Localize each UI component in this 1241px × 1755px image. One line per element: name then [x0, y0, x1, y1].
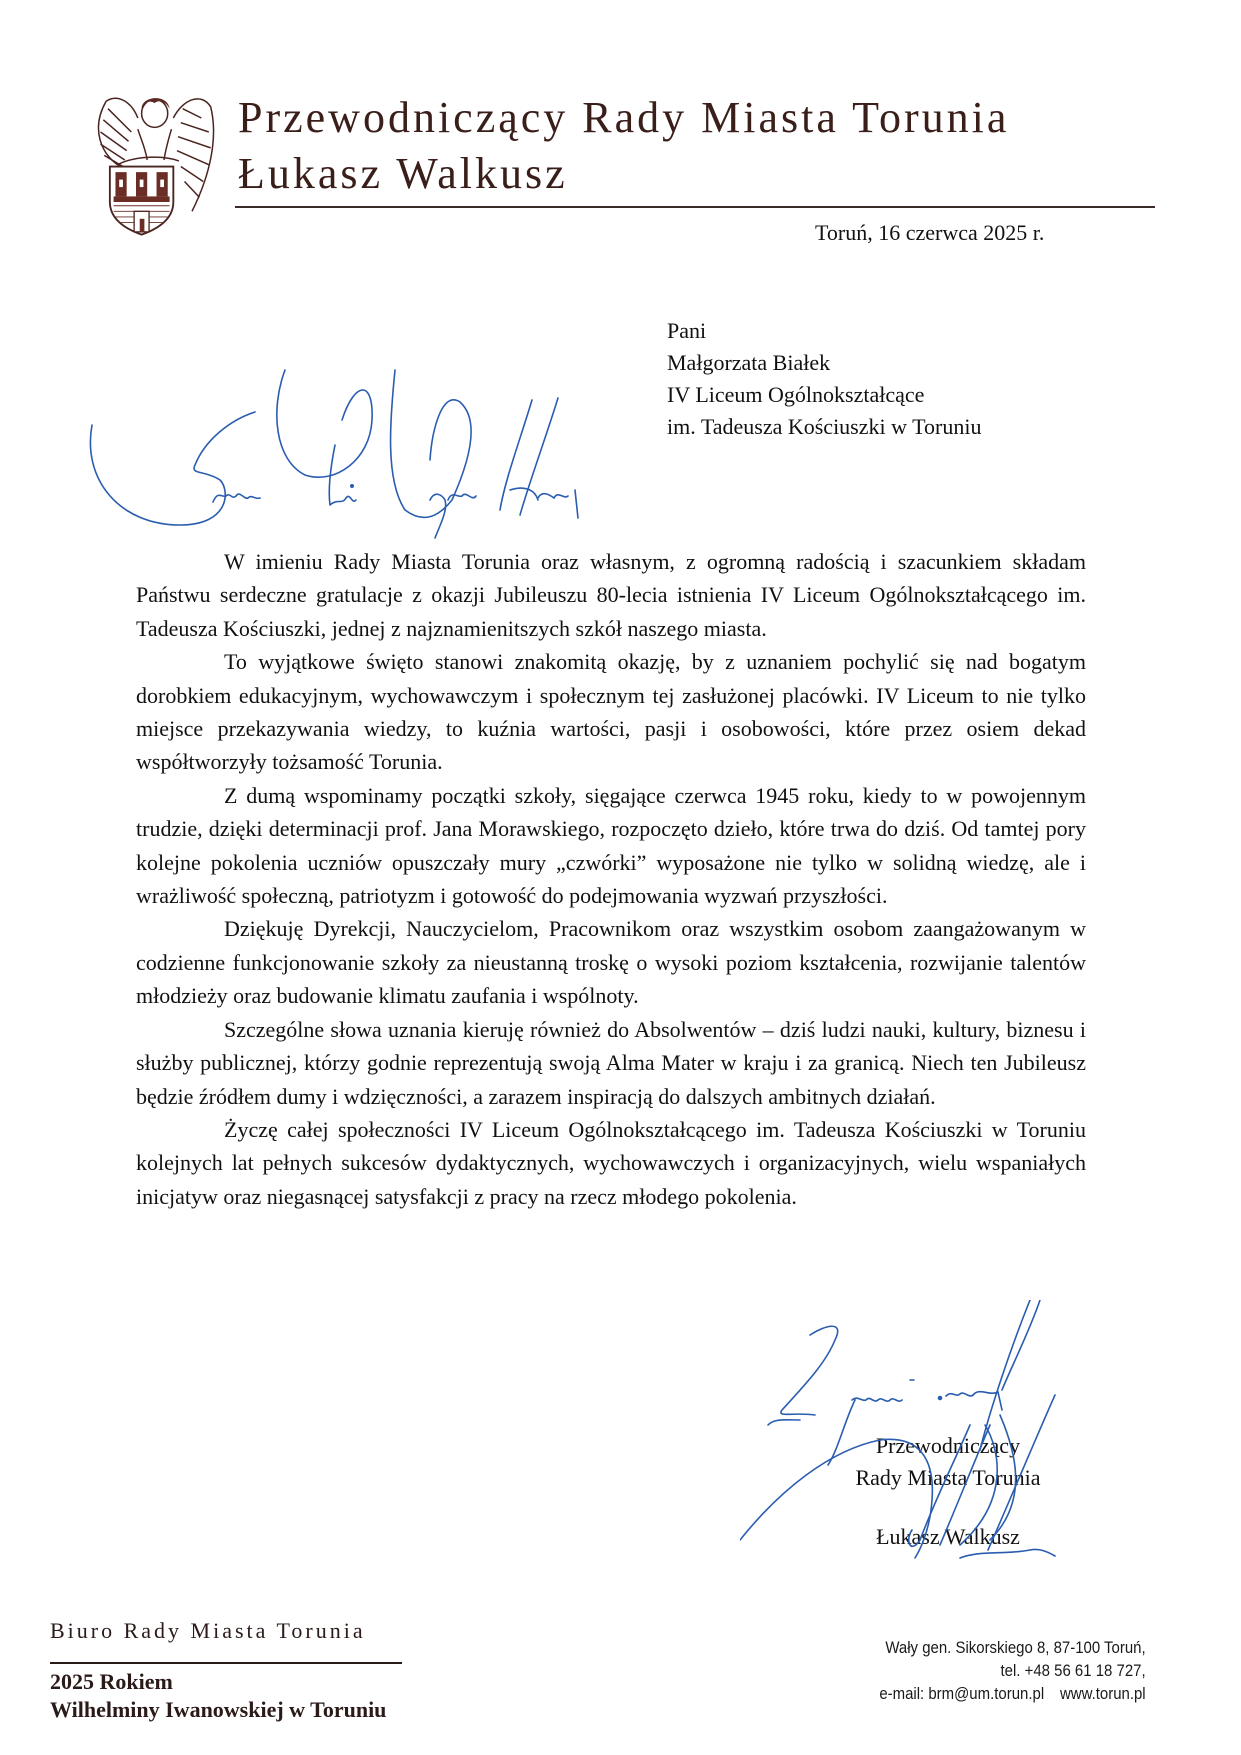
closing-block [818, 1430, 1078, 1553]
recipient-institution-full: im. Tadeusza Kościuszki w Toruniu [667, 414, 982, 439]
recipient-block [667, 315, 981, 443]
footer-year-line2: Wilhelminy Iwanowskiej w Toruniu [50, 1697, 387, 1722]
footer-email-link[interactable]: e-mail: brm@um.torun.pl [879, 1684, 1045, 1703]
footer-year-motto [50, 1668, 386, 1724]
recipient-name: Małgorzata Białek [667, 350, 831, 375]
footer-website-link[interactable]: www.torun.pl [1060, 1684, 1146, 1703]
body-paragraph: To wyjątkowe święto stanowi znakomitą okazję, by z uznaniem pochylić się nad bogatym dorobkiem edukacyjnym, wychowawczym i społecznym tej zasłużonej placówki. IV Liceum to nie tylko miejsce przekazywania wiedzy, to kuźnia wartości, pasji i osobowości, które przez osiem dekad współtworzyły tożsamość Torunia. [136, 649, 1086, 775]
recipient-salutation: Pani [667, 318, 707, 343]
torun-coat-of-arms-icon [80, 80, 220, 240]
body-paragraph: W imieniu Rady Miasta Torunia oraz własnym, z ogromną radością i szacunkiem składam Państwu serdeczne gratulacje z okazji Jubileuszu 80-lecia istnienia IV Liceum Ogólnokształcącego im. Tadeusza Kościuszki, jednej z najznamienitszych szkół naszego miasta. [136, 549, 1086, 641]
body-paragraph: Z dumą wspominamy początki szkoły, sięgające czerwca 1945 roku, kiedy to w powojennym trudzie, dzięki determinacji prof. Jana Morawskiego, rozpoczęto dzieło, które trwa do dziś. Od tamtej pory kolejne pokolenia uczniów opuszczały mury „czwórki” wyposażone nie tylko w solidną wiedzę, ale i wrażliwość społeczną, patriotyzm i gotowość do podejmowania wyzwań przyszłości. [136, 782, 1086, 909]
handwritten-greeting-signature [80, 340, 600, 540]
header-divider [235, 206, 1155, 208]
letter-body [136, 545, 1086, 1213]
footer-year-line1: 2025 Rokiem [50, 1669, 173, 1694]
letterhead-title: Przewodniczący Rady Miasta Torunia [238, 93, 1010, 142]
footer-divider [50, 1662, 402, 1664]
footer-phone[interactable]: tel. +48 56 61 18 727, [1000, 1661, 1146, 1680]
closing-name: Łukasz Walkusz [876, 1524, 1020, 1549]
recipient-institution: IV Liceum Ogólnokształcące [667, 382, 925, 407]
closing-role-line2: Rady Miasta Torunia [855, 1465, 1041, 1490]
letter-date: Toruń, 16 czerwca 2025 r. [815, 220, 1045, 245]
footer-address: Wały gen. Sikorskiego 8, 87-100 Toruń, [885, 1638, 1146, 1657]
letterhead-name: Łukasz Walkusz [238, 149, 568, 198]
body-paragraph: Dziękuję Dyrekcji, Nauczycielom, Pracownikom oraz wszystkim osobom zaangażowanym w codzienne funkcjonowanie szkoły za nieustanną troskę o wysoki poziom kształcenia, rozwijanie talentów młodzieży oraz budowanie klimatu zaufania i wspólnoty. [136, 916, 1086, 1009]
body-paragraph: Szczególne słowa uznania kieruję również do Absolwentów – dziś ludzi nauki, kultury, biznesu i służby publicznej, którzy godnie reprezentują swoją Alma Mater w kraju i za granicą. Niech ten Jubileusz będzie źródłem dumy i wdzięczności, a zarazem inspiracją do dalszych ambitnych działań. [136, 1016, 1086, 1109]
footer-contact [880, 1636, 1146, 1705]
closing-role-line1: Przewodniczący [875, 1433, 1021, 1458]
footer-office-name: Biuro Rady Miasta Torunia [50, 1618, 366, 1643]
body-paragraph: Życzę całej społeczności IV Liceum Ogólnokształcącego im. Tadeusza Kościuszki w Toruniu kolejnych lat pełnych sukcesów dydaktycznych, wychowawczych i organizacyjnych, wielu wspaniałych inicjatyw oraz niegasnącej satysfakcji z pracy na rzecz młodego pokolenia. [136, 1116, 1086, 1209]
